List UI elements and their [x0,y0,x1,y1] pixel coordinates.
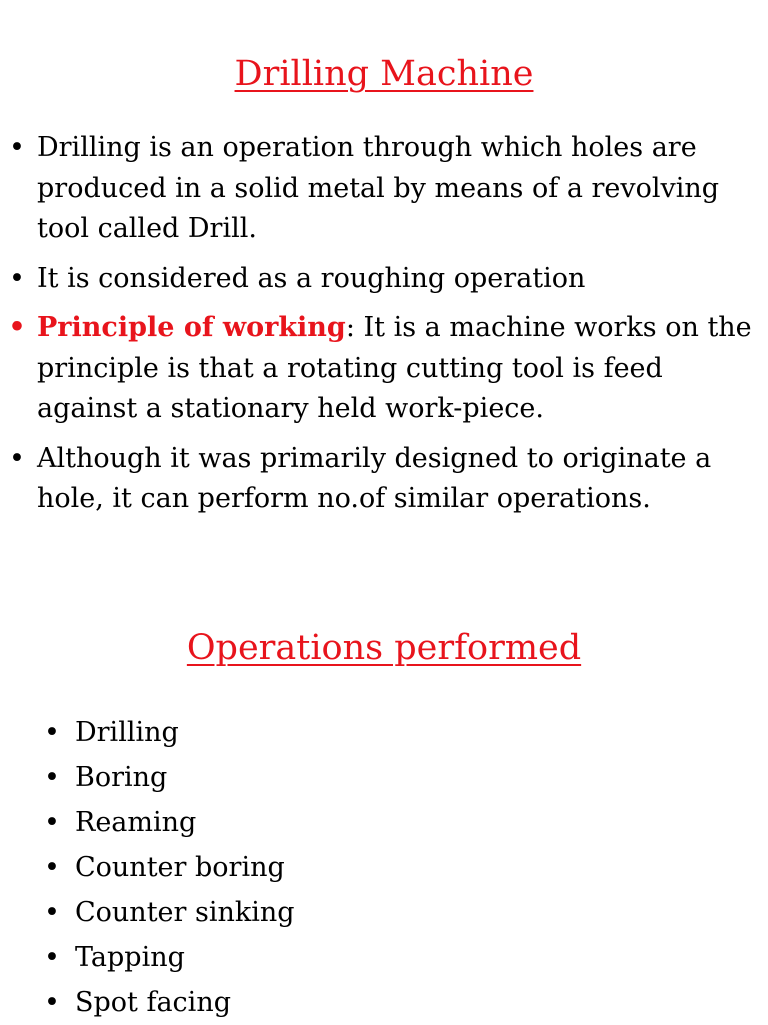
operation-item [0,800,768,845]
operation-item [0,755,768,800]
slide-title: Drilling Machine [234,54,534,94]
bullet-icon: • [44,987,60,1018]
operation-label: Counter boring [75,852,285,883]
bullet-icon: • [44,852,60,883]
bullet-icon: • [44,942,60,973]
bullet-text: It is considered as a roughing operation [37,262,586,294]
bullet-item [0,439,768,520]
bullet-icon: • [8,312,26,343]
operation-item [0,980,768,1025]
operation-item [0,935,768,980]
slide-operations-performed [0,560,768,1024]
operation-item [0,890,768,935]
bullet-icon: • [44,762,60,793]
operation-item [0,845,768,890]
operation-item [0,710,768,755]
bullet-emphasis: Principle of working [37,312,346,343]
operation-label: Tapping [75,942,185,973]
bullet-icon: • [44,717,60,748]
bullet-icon: • [44,897,60,928]
operation-label: Spot facing [75,987,231,1018]
bullet-item [0,259,768,300]
bullet-text: Drilling is an operation through which holes are produced in a solid metal by means of a revolving tool called Drill. [37,132,720,244]
bullet-icon: • [9,442,25,474]
bullet-icon: • [9,132,25,163]
operations-list [0,710,768,1025]
bullet-list [0,128,768,529]
bullet-icon: • [9,262,25,294]
slide-title: Operations performed [186,628,582,668]
operation-label: Drilling [75,717,179,748]
bullet-icon: • [44,807,60,838]
operation-label: Boring [75,762,168,793]
bullet-text: Although it was primarily designed to originate a hole, it can perform no.of similar operations. [37,442,712,514]
bullet-text: : It is a machine works on the principle is that a rotating cutting tool is feed against a stationary held work-piece. [37,312,752,424]
bullet-item [0,308,768,430]
bullet-item [0,128,768,250]
operation-label: Reaming [75,807,197,838]
operation-label: Counter sinking [75,897,295,928]
